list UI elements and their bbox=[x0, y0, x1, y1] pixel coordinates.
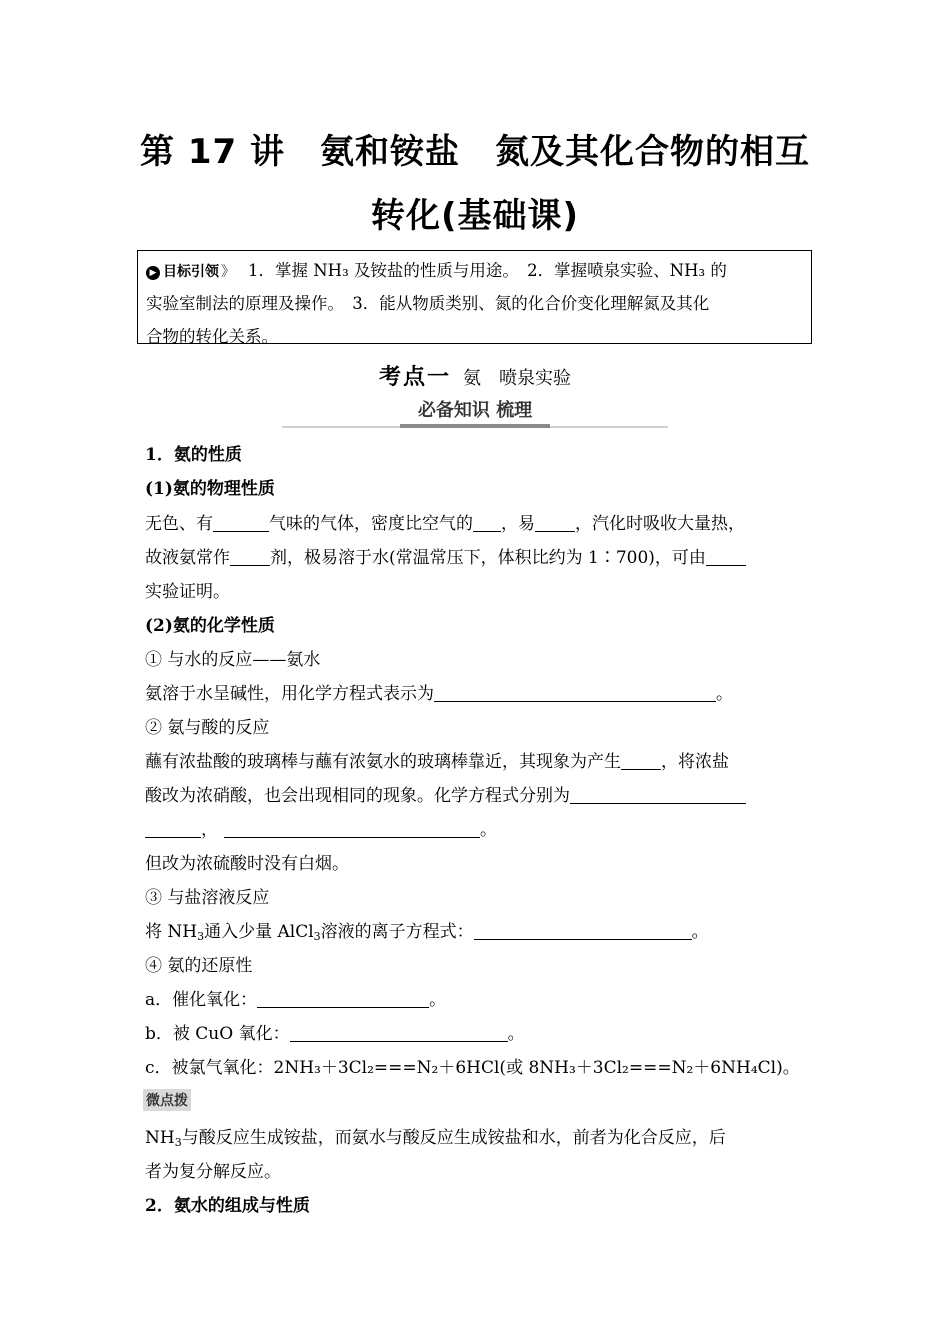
item-4-c: c．被氯气氧化：2NH₃＋3Cl₂===N₂＋6HCl(或 8NH₃＋3Cl₂===N₂＋6NH₄Cl)。 bbox=[145, 1058, 800, 1078]
heading-ammonia-water: 2．氨水的组成与性质 bbox=[145, 1196, 310, 1216]
text-fragment: ， bbox=[201, 820, 218, 840]
text-fragment: 无色、有 bbox=[145, 514, 213, 534]
answer-blank[interactable] bbox=[145, 819, 201, 838]
text-fragment: 通入少量 AlCl bbox=[204, 922, 314, 942]
heading-chemical-properties: (2)氨的化学性质 bbox=[145, 616, 275, 636]
answer-blank[interactable] bbox=[621, 751, 661, 770]
text-fragment: 剂，极易溶于水(常温常压下，体积比约为 1∶700)，可由 bbox=[270, 548, 706, 568]
item-3-text bbox=[145, 917, 709, 942]
item-3-heading: ③ 与盐溶液反应 bbox=[145, 888, 270, 908]
kaodian-title: 氨 喷泉实验 bbox=[463, 368, 571, 389]
item-1-text bbox=[145, 679, 733, 704]
lesson-title-line-1: 第 17 讲 氨和铵盐 氮及其化合物的相互 bbox=[140, 132, 810, 172]
text-fragment: 溶液的离子方程式： bbox=[320, 922, 474, 942]
tip-line-1 bbox=[145, 1123, 726, 1148]
answer-blank[interactable] bbox=[474, 921, 692, 940]
kaodian-heading bbox=[0, 360, 950, 391]
answer-blank[interactable] bbox=[706, 547, 746, 566]
answer-blank[interactable] bbox=[570, 785, 746, 804]
subscript: 3 bbox=[197, 930, 205, 943]
text-fragment: 。 bbox=[480, 820, 497, 840]
answer-blank[interactable] bbox=[535, 513, 575, 532]
answer-blank[interactable] bbox=[290, 1023, 508, 1042]
tip-label: 微点拨 bbox=[143, 1089, 191, 1111]
item-4-b bbox=[145, 1019, 525, 1044]
text-fragment: b．被 CuO 氧化： bbox=[145, 1024, 290, 1044]
text-fragment: 与酸反应生成铵盐，而氨水与酸反应生成铵盐和水，前者为化合反应，后 bbox=[181, 1128, 726, 1148]
answer-blank[interactable] bbox=[230, 547, 270, 566]
item-1-heading: ① 与水的反应——氨水 bbox=[145, 650, 321, 670]
item-2-line-2 bbox=[145, 781, 746, 806]
tip-line-2: 者为复分解反应。 bbox=[145, 1162, 281, 1182]
text-fragment: 将 NH bbox=[145, 922, 198, 942]
physical-line-1 bbox=[145, 509, 745, 534]
text-fragment: ，易 bbox=[501, 514, 535, 534]
text-fragment: 蘸有浓盐酸的玻璃棒与蘸有浓氨水的玻璃棒靠近，其现象为产生 bbox=[145, 752, 621, 772]
text-fragment: 。 bbox=[691, 922, 709, 942]
goal-badge bbox=[146, 261, 232, 281]
answer-blank[interactable] bbox=[257, 989, 429, 1008]
heading-ammonia-properties: 1．氨的性质 bbox=[145, 445, 242, 465]
goal-text-1: 1．掌握 NH₃ 及铵盐的性质与用途。 2．掌握喷泉实验、NH₃ 的 bbox=[248, 261, 727, 280]
answer-blank[interactable] bbox=[213, 513, 269, 532]
goal-line-1 bbox=[146, 257, 727, 281]
text-fragment: ，汽化时吸收大量热， bbox=[575, 514, 745, 534]
item-2-line-3 bbox=[145, 815, 497, 840]
text-fragment: a．催化氧化： bbox=[145, 990, 258, 1010]
text-fragment: 酸改为浓硝酸，也会出现相同的现象。化学方程式分别为 bbox=[145, 786, 570, 806]
heading-physical-properties: (1)氨的物理性质 bbox=[145, 479, 275, 499]
text-fragment: 氨溶于水呈碱性，用化学方程式表示为 bbox=[145, 684, 434, 704]
subscript: 3 bbox=[313, 930, 321, 943]
play-icon: ▶ bbox=[146, 266, 160, 280]
item-4-a bbox=[145, 985, 446, 1010]
goal-line-3: 合物的转化关系。 bbox=[146, 327, 278, 346]
text-fragment: 气味的气体，密度比空气的 bbox=[269, 514, 473, 534]
text-fragment: NH bbox=[145, 1128, 175, 1148]
lesson-title-line-2: 转化(基础课) bbox=[370, 196, 580, 236]
answer-blank[interactable] bbox=[224, 819, 480, 838]
subscript: 3 bbox=[174, 1136, 182, 1149]
text-fragment: 。 bbox=[507, 1024, 525, 1044]
item-2-line-1 bbox=[145, 747, 729, 772]
item-2-heading: ② 氨与酸的反应 bbox=[145, 718, 270, 738]
text-fragment: 故液氨常作 bbox=[145, 548, 230, 568]
goal-line-2: 实验室制法的原理及操作。 3．能从物质类别、氮的化合价变化理解氮及其化 bbox=[146, 294, 710, 313]
kaodian-label: 考点一 bbox=[378, 365, 451, 390]
text-fragment: ，将浓盐 bbox=[661, 752, 729, 772]
item-4-heading: ④ 氨的还原性 bbox=[145, 956, 253, 976]
double-chevron-icon: 》 bbox=[221, 264, 232, 280]
physical-line-3: 实验证明。 bbox=[145, 582, 230, 602]
physical-line-2 bbox=[145, 543, 746, 568]
goal-badge-label: 目标引领 bbox=[163, 264, 219, 280]
text-fragment: 。 bbox=[716, 684, 733, 704]
answer-blank[interactable] bbox=[473, 513, 501, 532]
learning-goals-box bbox=[137, 250, 812, 344]
section-banner bbox=[282, 396, 668, 432]
banner-label: 必备知识 梳理 bbox=[400, 396, 550, 428]
text-fragment: 。 bbox=[429, 990, 447, 1010]
item-2-line-4: 但改为浓硫酸时没有白烟。 bbox=[145, 854, 349, 874]
answer-blank[interactable] bbox=[434, 683, 716, 702]
